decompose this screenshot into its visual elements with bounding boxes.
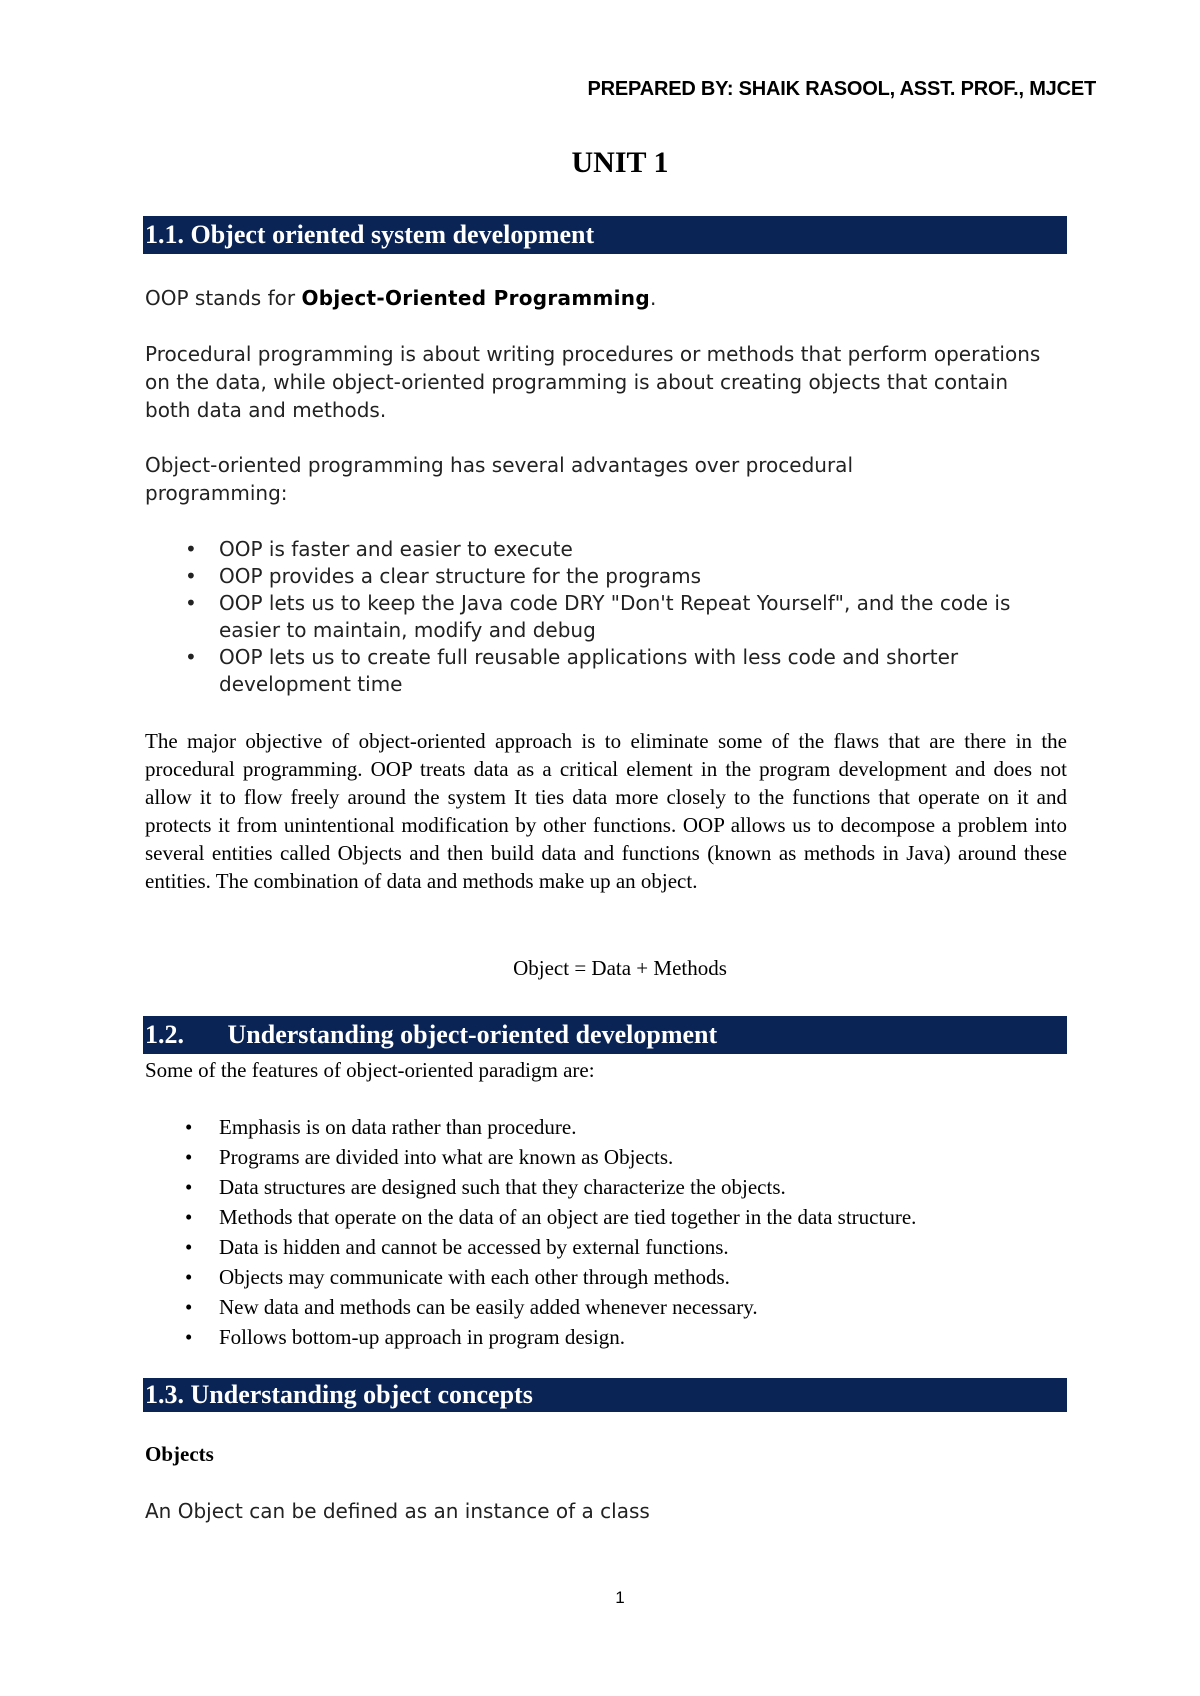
section-number: 1.2. xyxy=(145,1020,184,1049)
list-item: • Programs are divided into what are known as Objects. xyxy=(185,1145,674,1169)
oop-definition xyxy=(145,284,1065,312)
list-item: • Data is hidden and cannot be accessed by external functions. xyxy=(185,1235,729,1259)
list-item: • OOP lets us to create full reusable applications with less code and shorter development time xyxy=(185,645,959,696)
list-item: • Methods that operate on the data of an object are tied together in the data structure. xyxy=(185,1205,917,1229)
list-item: • Emphasis is on data rather than procedure. xyxy=(185,1115,577,1139)
advantages-lead-text: Object-oriented programming has several advantages over procedural programming: xyxy=(145,453,853,505)
features-lead: Some of the features of object-oriented paradigm are: xyxy=(145,1058,595,1082)
procedural-paragraph xyxy=(145,340,1045,424)
oop-prefix: OOP stands for xyxy=(145,286,302,310)
section-heading-1-1 xyxy=(143,216,1067,254)
unit-title: UNIT 1 xyxy=(571,146,669,179)
section-title: Understanding object concepts xyxy=(190,1380,533,1409)
section-number: 1.3. xyxy=(145,1380,184,1409)
section-number: 1.1. xyxy=(145,220,184,249)
major-objective-text: The major objective of object-oriented approach is to eliminate some of the flaws that are there in the procedural programming. OOP treats data as a critical element in the program development and does not allow it to flow freely around the system It ties data more closely to the functions that operate on it and protects it from unintentional modification by other functions. OOP allows us to decompose a problem into several entities called Objects and then build data and functions (known as methods in Java) around these entities. The combination of data and methods make up an object. xyxy=(145,729,1067,893)
objects-definition: An Object can be defined as an instance of a class xyxy=(145,1499,650,1523)
list-item: • OOP is faster and easier to execute xyxy=(185,537,573,561)
list-item: • OOP lets us to keep the Java code DRY "Don't Repeat Yourself", and the code is easier to maintain, modify and debug xyxy=(185,591,1011,642)
major-objective-paragraph xyxy=(145,727,1067,895)
features-list xyxy=(145,1112,1065,1352)
list-item: • Objects may communicate with each other through methods. xyxy=(185,1265,730,1289)
list-item: • Data structures are designed such that they characterize the objects. xyxy=(185,1175,786,1199)
page-number: 1 xyxy=(615,1588,625,1607)
advantages-lead xyxy=(145,451,965,507)
section-heading-1-2 xyxy=(143,1016,1067,1054)
procedural-text: Procedural programming is about writing procedures or methods that perform operations on the data, while object-oriented programming is about creating objects that contain both data and methods. xyxy=(145,342,1041,422)
oop-term: Object-Oriented Programming xyxy=(301,286,650,310)
list-item: • OOP provides a clear structure for the programs xyxy=(185,564,702,588)
advantages-list xyxy=(145,536,1065,698)
list-item: • New data and methods can be easily added whenever necessary. xyxy=(185,1295,758,1319)
section-title: Object oriented system development xyxy=(190,220,595,249)
list-item: • Follows bottom-up approach in program design. xyxy=(185,1325,625,1349)
page-header: PREPARED BY: SHAIK RASOOL, ASST. PROF., MJCET xyxy=(587,78,1096,100)
objects-heading: Objects xyxy=(145,1442,214,1466)
oop-suffix: . xyxy=(649,286,657,310)
section-heading-1-3 xyxy=(143,1378,1067,1412)
section-title: Understanding object-oriented development xyxy=(227,1020,718,1049)
object-equation: Object = Data + Methods xyxy=(513,956,727,980)
